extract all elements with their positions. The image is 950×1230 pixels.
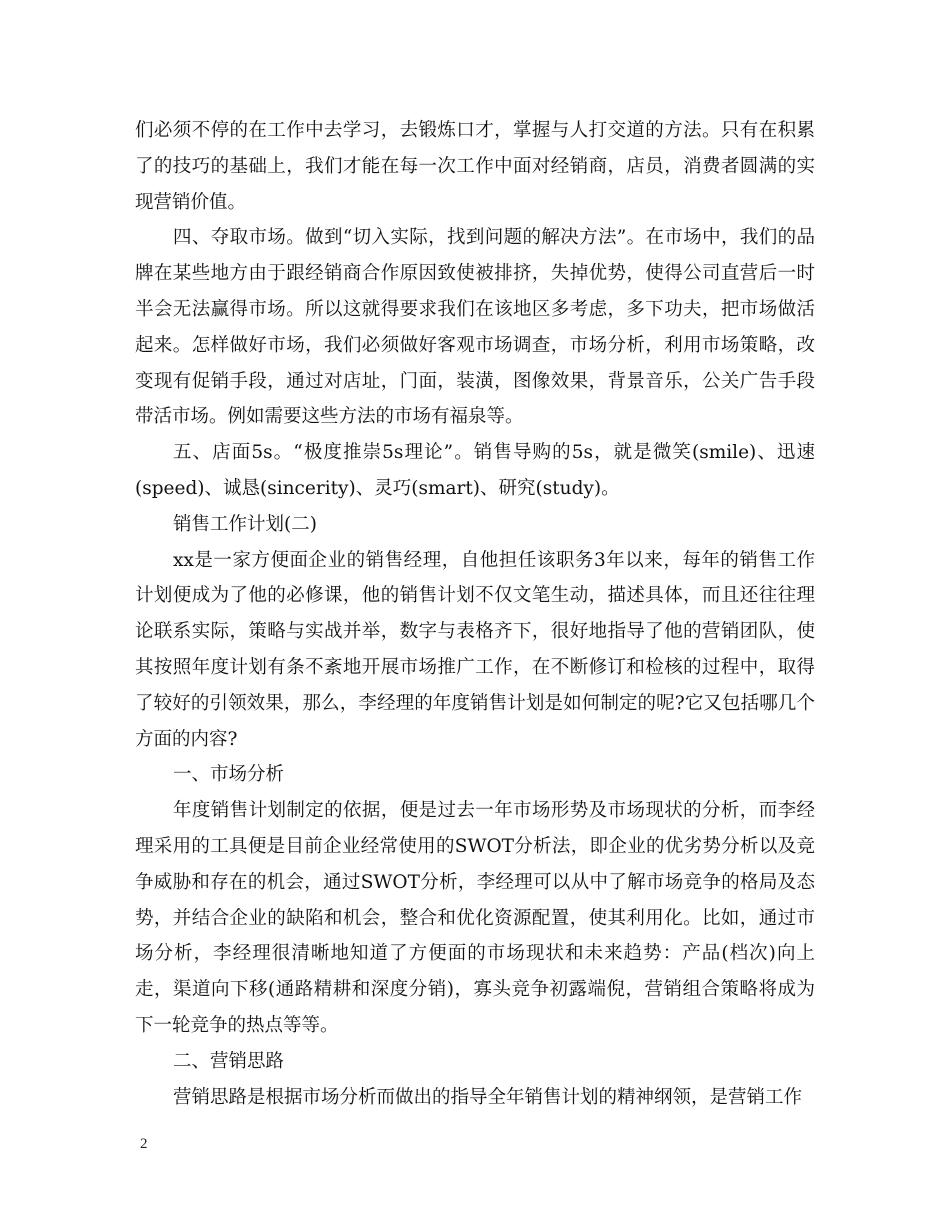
paragraph-manager-intro: xx是一家方便面企业的销售经理，自他担任该职务3年以来，每年的销售工作计划便成为了他的必修课，他的销售计划不仅文笔生动，描述具体，而且还往往理论联系实际，策略与实战并举，数字与表格齐下，很好地指导了他的营销团队，使其按照年度计划有条不紊地开展市场推广工作，在不断修订和检核的过程中，取得了较好的引领效果，那么，李经理的年度销售计划是如何制定的呢?它又包括哪几个方面的内容? [135, 549, 815, 750]
section-heading-marketing-ideas: 二、营销思路 [173, 1050, 285, 1072]
paragraph-continuation: 们必须不停的在工作中去学习，去锻炼口才，掌握与人打交道的方法。只有在积累了的技巧的基础上，我们才能在每一次工作中面对经销商，店员，消费者圆满的实现营销价值。 [135, 120, 815, 213]
section-heading-market-analysis: 一、市场分析 [173, 764, 285, 786]
paragraph-store-5s: 五、店面5s。“极度推崇5s理论”。销售导购的5s，就是微笑(smile)、迅速(speed)、诚恳(sincerity)、灵巧(smart)、研究(study)。 [135, 442, 815, 499]
paragraph-seize-market: 四、夺取市场。做到“切入实际，找到问题的解决方法”。在市场中，我们的品牌在某些地方由于跟经销商合作原因致使被排挤，失掉优势，使得公司直营后一时半会无法赢得市场。所以这就得要求我们在该地区多考虑，多下功夫，把市场做活起来。怎样做好市场，我们必须做好客观市场调查，市场分析，利用市场策略，改变现有促销手段，通过对店址，门面，装潢，图像效果，背景音乐，公关广告手段带活市场。例如需要这些方法的市场有福泉等。 [135, 227, 815, 428]
paragraph-market-analysis: 年度销售计划制定的依据，便是过去一年市场形势及市场现状的分析，而李经理采用的工具便是目前企业经常使用的SWOT分析法，即企业的优劣势分析以及竞争威胁和存在的机会，通过SWOT分析，李经理可以从中了解市场竞争的格局及态势，并结合企业的缺陷和机会，整合和优化资源配置，使其利用化。比如，通过市场分析，李经理很清晰地知道了方便面的市场现状和未来趋势：产品(档次)向上走，渠道向下移(通路精耕和深度分销)，寡头竞争初露端倪，营销组合策略将成为下一轮竞争的热点等等。 [135, 800, 815, 1036]
document-body [135, 113, 815, 1115]
page-number: 2 [140, 1136, 148, 1152]
paragraph-marketing-ideas: 营销思路是根据市场分析而做出的指导全年销售计划的精神纲领，是营销工作 [173, 1086, 803, 1108]
section-heading-sales-plan-two: 销售工作计划(二) [173, 513, 317, 535]
